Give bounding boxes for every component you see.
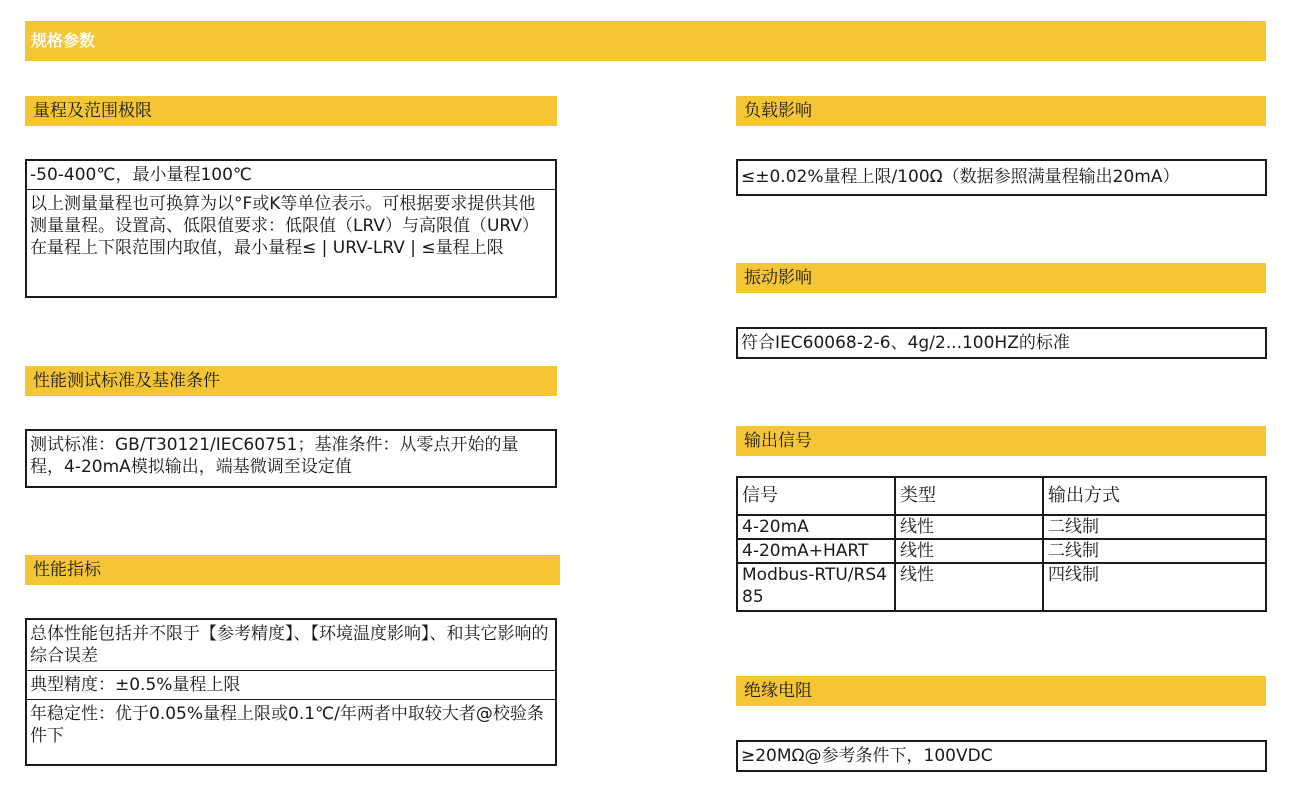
section-header-output: 输出信号 [736,426,1266,456]
vibration-text: 符合IEC60068-2-6、4g/2...100HZ的标准 [741,333,1070,353]
range-row: -50-400℃，最小量程100℃ [30,165,252,185]
insulation-box [736,740,1267,772]
load-text: ≤±0.02%量程上限/100Ω（数据参照满量程输出20mA） [741,167,1180,187]
section-header-insulation: 绝缘电阻 [736,676,1266,706]
table-row [737,563,1266,611]
section-header-range: 量程及范围极限 [25,96,557,126]
table-cell: 4-20mA+HART [737,539,895,563]
vibration-box [736,327,1267,359]
table-cell: 线性 [895,539,1043,563]
table-cell: Modbus-RTU/RS485 [737,563,895,611]
test-standard-row: 测试标准：GB/T30121/IEC60751；基准条件：从零点开始的量程，4-20mA模拟输出，端基微调至设定值 [30,435,519,477]
section-header-test-standard: 性能测试标准及基准条件 [25,366,557,396]
range-box [25,159,557,298]
table-cell: 四线制 [1043,563,1266,611]
range-row: 以上测量量程也可换算为以°F或K等单位表示。可根据要求提供其他测量量程。设置高、低限值要求：低限值（LRV）与高限值（URV）在量程上下限范围内取值，最小量程≤ | URV-LRV | ≤量程上限 [27,189,555,262]
table-header-cell: 输出方式 [1043,477,1266,515]
table-header-row [737,477,1266,515]
table-row [737,515,1266,539]
performance-row: 年稳定性：优于0.05%量程上限或0.1℃/年两者中取较大者@校验条件下 [27,699,555,750]
page-banner: 规格参数 [25,21,1266,61]
table-cell: 二线制 [1043,539,1266,563]
section-header-vibration: 振动影响 [736,263,1266,293]
table-header-cell: 类型 [895,477,1043,515]
test-standard-box [25,429,557,488]
insulation-text: ≥20MΩ@参考条件下，100VDC [741,746,993,766]
performance-row: 典型精度：±0.5%量程上限 [27,670,555,699]
table-cell: 二线制 [1043,515,1266,539]
performance-row: 总体性能包括并不限于【参考精度】、【环境温度影响】、和其它影响的综合误差 [30,624,549,666]
section-header-load: 负载影响 [736,96,1266,126]
performance-box [25,618,557,766]
table-cell: 线性 [895,563,1043,611]
table-cell: 4-20mA [737,515,895,539]
output-signal-table [736,476,1267,612]
load-box [736,159,1267,196]
table-row [737,539,1266,563]
table-header-cell: 信号 [737,477,895,515]
section-header-performance: 性能指标 [25,555,560,585]
table-cell: 线性 [895,515,1043,539]
